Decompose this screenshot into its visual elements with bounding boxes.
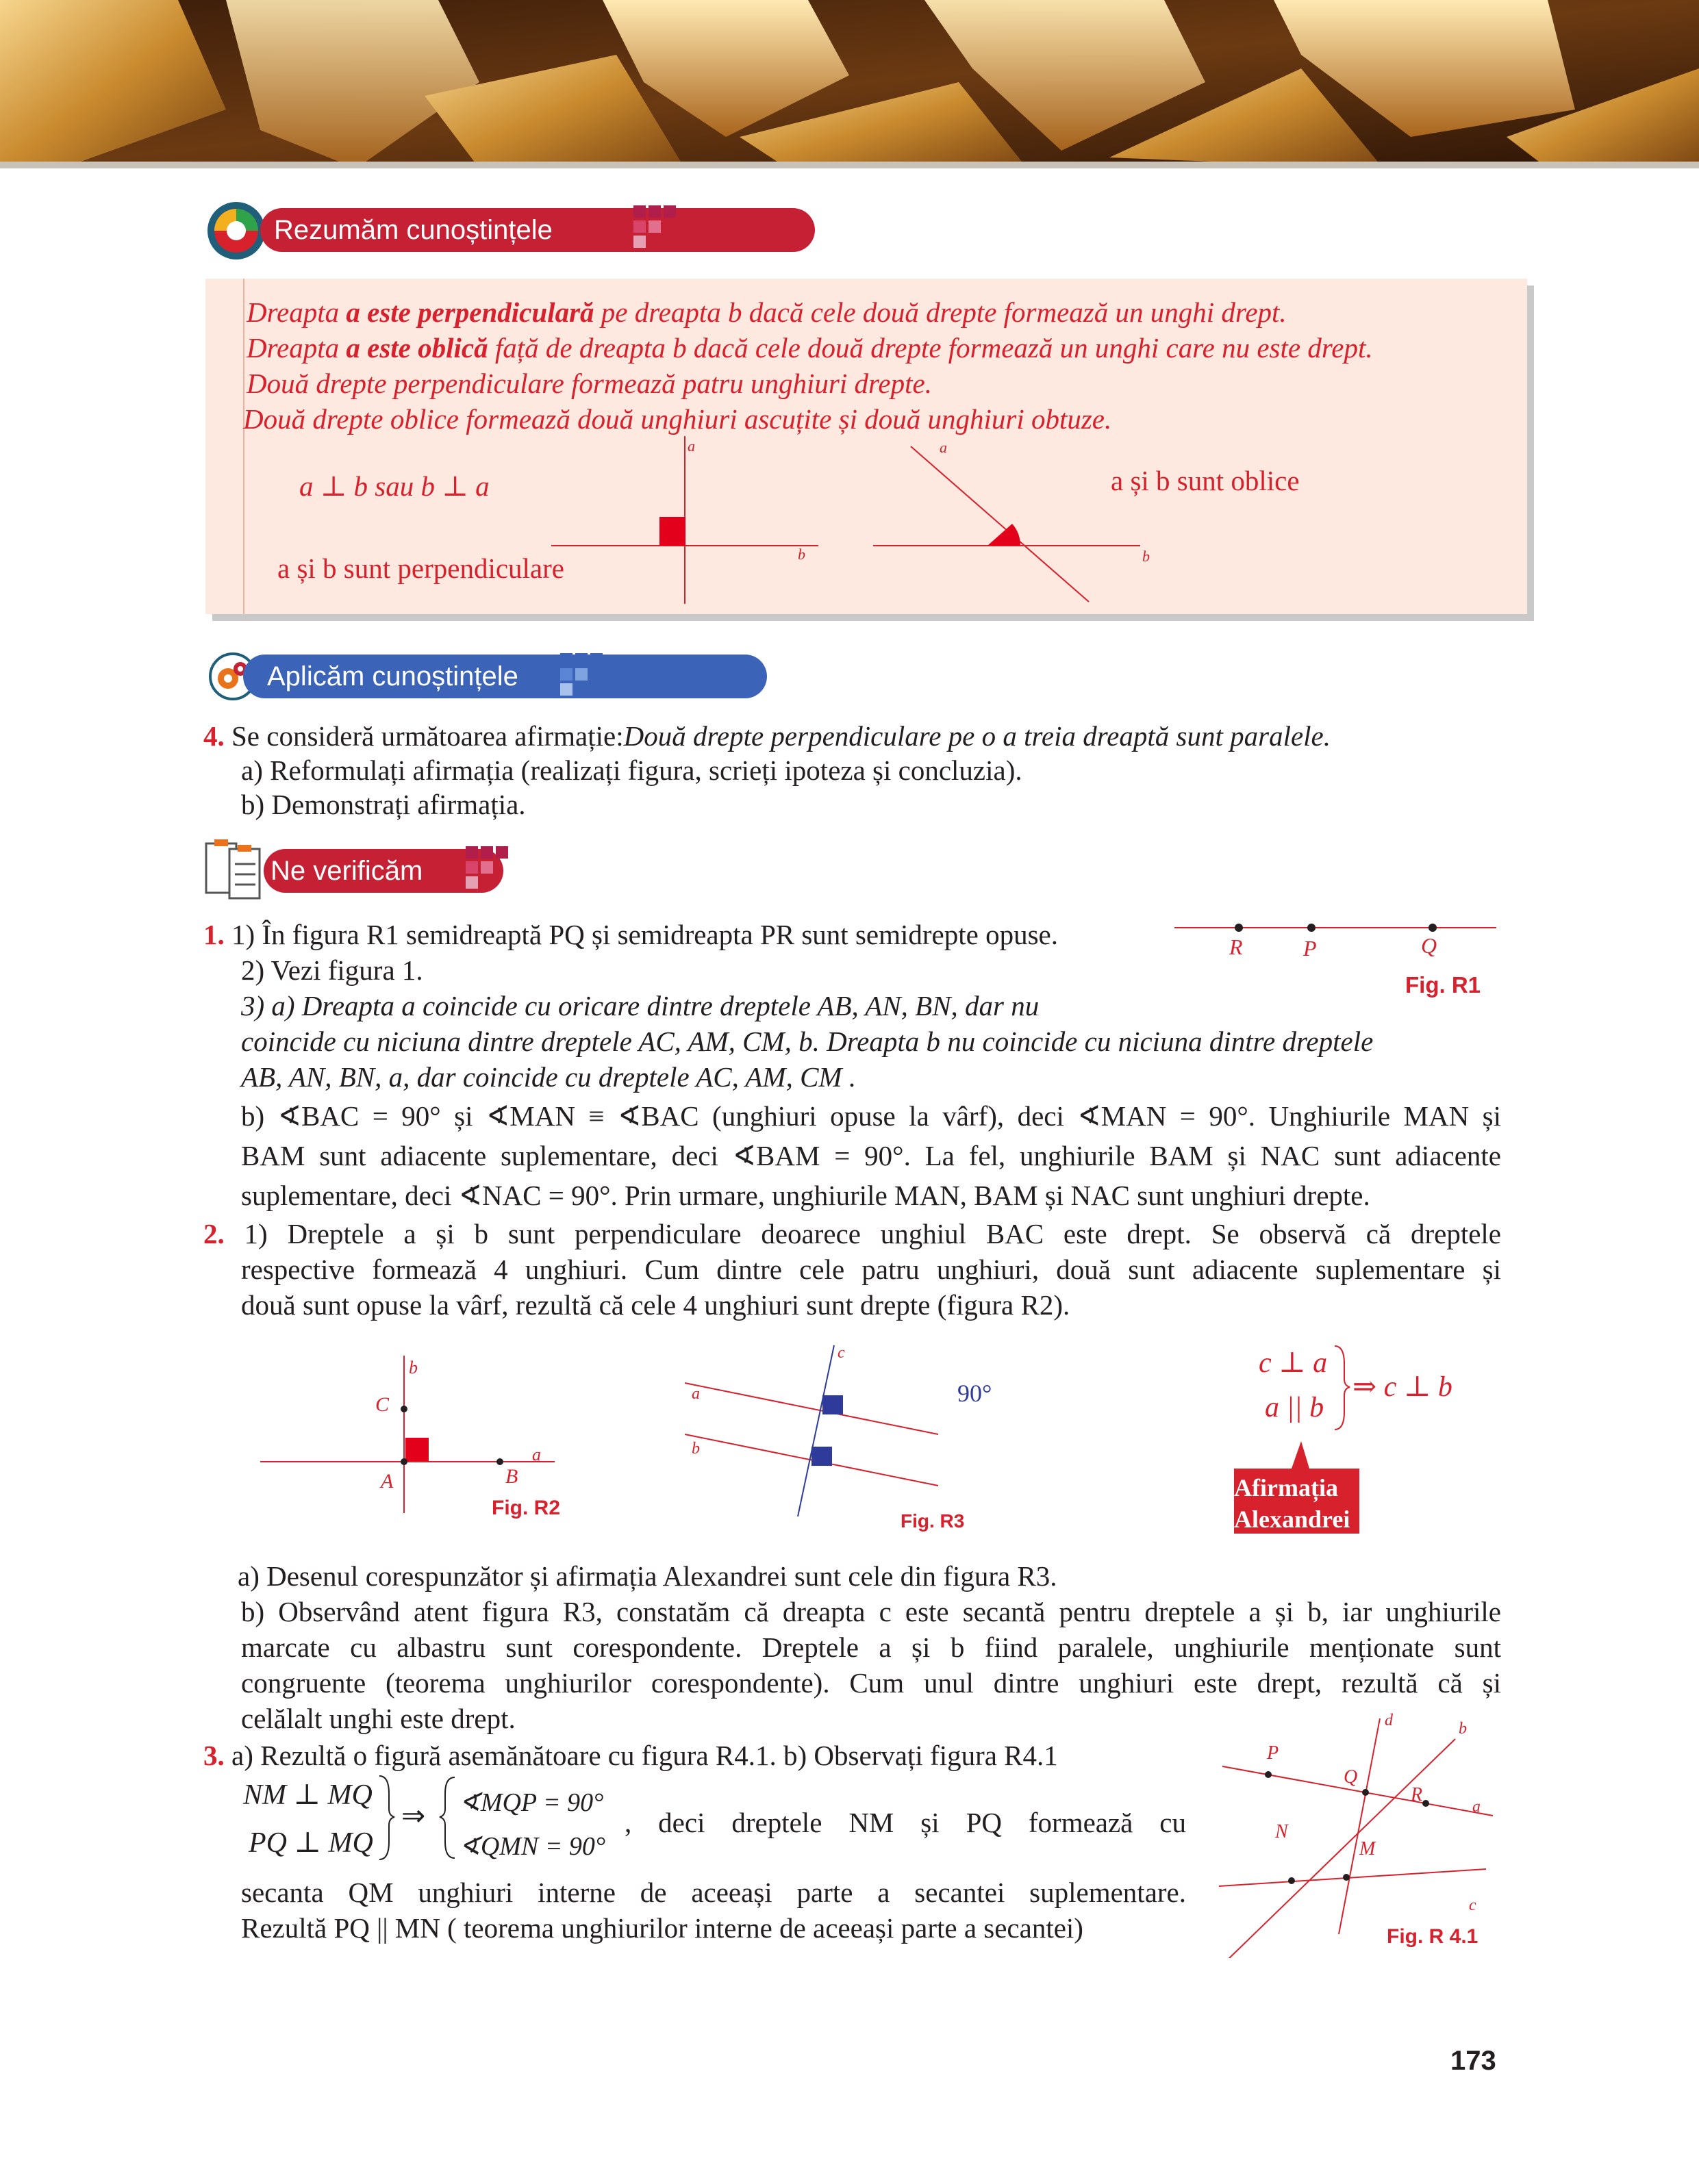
r41-label-r: R	[1411, 1784, 1423, 1805]
r3-angle-marker-1	[822, 1395, 843, 1414]
r41-label-n: N	[1275, 1821, 1288, 1842]
checklist-icon	[202, 837, 270, 902]
r1-label-r: R	[1229, 935, 1243, 959]
alexandra-result: ⇒ c ⊥ b	[1352, 1371, 1452, 1403]
alexandra-line-1: c ⊥ a	[1259, 1347, 1328, 1379]
r2-label-b-point: B	[505, 1465, 518, 1488]
answer-3-line-3: secanta QM unghiuri interne de aceeași parte a secantei suplementare.	[241, 1877, 1186, 1908]
point-m	[1343, 1874, 1350, 1881]
r3-caption: Fig. R3	[901, 1510, 965, 1532]
point-p	[1265, 1771, 1272, 1778]
answer-3-line-1: 3. a) Rezultă o figură asemănătoare cu figura R4.1. b) Observați figura R4.1	[203, 1740, 1058, 1771]
exercise-4-statement: 4. Se consideră următoarea afirmație:Două drepte perpendiculare pe o a treia dreaptă sunt paralele.	[203, 720, 1331, 752]
point-a	[401, 1458, 407, 1465]
answer-1-line-3b: coincide cu niciuna dintre dreptele AC, AM, CM, b. Dreapta b nu coincide cu niciuna dintre dreptele	[241, 1026, 1374, 1057]
answer-3-line-2: , deci dreptele NM și PQ formează cu	[625, 1807, 1186, 1838]
answer-2-line-2: respective formează 4 unghiuri. Cum dintre cele patru unghiuri, două sunt adiacente suplementare și	[241, 1254, 1501, 1285]
r2-label-c: C	[375, 1393, 390, 1416]
r3-angle-marker-2	[811, 1447, 832, 1466]
r1-caption: Fig. R1	[1405, 972, 1481, 998]
answer-3-result-1: ∢MQP = 90°	[459, 1788, 604, 1817]
alexandra-callout-text: Afirmația Alexandrei	[1234, 1474, 1350, 1533]
grid-decoration-icon	[633, 205, 688, 253]
point-c	[401, 1406, 407, 1412]
summary-line-oblique-angles: Două drepte oblice formează două unghiuri ascuțite și două unghiuri obtuze.	[243, 403, 1112, 435]
knowledge-cycle-icon	[205, 200, 267, 262]
right-angle-marker	[659, 517, 685, 546]
r41-caption: Fig. R 4.1	[1387, 1925, 1478, 1948]
answer-1-part-b-2: BAM sunt adiacente suplementare, deci ∢BAM = 90°. La fel, unghiurile BAM și NAC sunt adiacente	[241, 1140, 1501, 1171]
r3-angle-value: 90°	[957, 1380, 992, 1407]
r3-label-a: a	[692, 1385, 700, 1403]
answer-3-result-2: ∢QMN = 90°	[459, 1832, 606, 1861]
point-p	[1307, 924, 1316, 932]
summary-section-header	[205, 200, 699, 262]
r1-label-q: Q	[1421, 933, 1437, 958]
answer-1-line-3a: 3) a) Dreapta a coincide cu oricare dintre dreptele AB, AN, BN, dar nu	[241, 990, 1040, 1021]
r3-label-c: c	[838, 1344, 845, 1362]
r41-label-a: a	[1472, 1798, 1481, 1816]
exercise-4-part-b: b) Demonstrați afirmația.	[241, 789, 526, 820]
figure-r4-1	[1219, 1712, 1507, 1958]
answer-1-part-b-3: suplementare, deci ∢NAC = 90°. Prin urmare, unghiurile MAN, BAM și NAC sunt unghiuri drepte.	[241, 1180, 1370, 1211]
figure-r2	[260, 1356, 562, 1513]
r41-label-q: Q	[1344, 1766, 1358, 1788]
r41-label-b: b	[1459, 1720, 1467, 1738]
alexandra-line-2: a || b	[1265, 1392, 1324, 1423]
point-r	[1235, 924, 1243, 932]
point-q	[1429, 924, 1437, 932]
answer-2-part-b-1: b) Observând atent figura R3, constatăm că dreapta c este secantă pentru dreptele a și b, iar unghiurile	[241, 1596, 1501, 1627]
point-q	[1362, 1789, 1369, 1796]
line-c	[1219, 1869, 1486, 1886]
line-b-label: b	[798, 546, 805, 563]
r2-label-a-line: a	[532, 1445, 541, 1464]
line-a-label: a	[688, 437, 695, 455]
answer-3-hypothesis-2: PQ ⊥ MQ	[249, 1827, 373, 1859]
verify-section-title: Ne verificăm	[270, 855, 423, 886]
r41-label-d: d	[1385, 1712, 1393, 1729]
header-banner	[0, 0, 1699, 168]
summary-section-title: Rezumăm cunoștințele	[274, 214, 553, 245]
r2-label-b: b	[409, 1358, 418, 1377]
answer-2-part-b-4: celălalt unghi este drept.	[241, 1703, 516, 1734]
r2-caption: Fig. R2	[492, 1497, 561, 1519]
r41-label-c: c	[1469, 1896, 1476, 1914]
answer-2-line-3: două sunt opuse la vârf, rezultă că cele 4 unghiuri sunt drepte (figura R2).	[241, 1289, 1070, 1321]
figure-r1	[1171, 911, 1500, 965]
r41-label-m: M	[1359, 1838, 1376, 1859]
r2-right-angle	[405, 1438, 429, 1461]
svg-text:⇒: ⇒	[401, 1801, 426, 1832]
r3-label-b: b	[692, 1440, 700, 1458]
point-r	[1422, 1800, 1429, 1807]
answer-3-hypothesis-1: NM ⊥ MQ	[243, 1779, 373, 1811]
summary-line-oblique: Dreapta a este oblică față de dreapta b dacă cele două drepte formează un unghi care nu este drept.	[247, 332, 1373, 364]
r41-label-p: P	[1267, 1742, 1279, 1764]
exercise-4-part-a: a) Reformulați afirmația (realizați figura, scrieți ipoteza și concluzia).	[241, 754, 1022, 786]
r2-label-a-point: A	[381, 1470, 394, 1493]
answer-1-part-b-1: b) ∢BAC = 90° și ∢MAN ≡ ∢BAC (unghiuri opuse la vârf), deci ∢MAN = 90°. Unghiurile MAN și	[241, 1100, 1501, 1132]
verify-section-header	[202, 837, 544, 902]
figure-r3	[685, 1342, 959, 1520]
r1-label-p: P	[1303, 936, 1317, 961]
answer-2-part-b-3: congruente (teorema unghiurilor corespondente). Cum unul dintre unghiuri este drept, rezultă că și	[241, 1667, 1501, 1699]
oblique-label: a și b sunt oblice	[1111, 465, 1300, 496]
grid-decoration-icon	[560, 653, 615, 701]
oblique-line-b-label: b	[1142, 548, 1150, 565]
oblique-line-a-label: a	[940, 439, 947, 456]
point-n	[1288, 1877, 1295, 1884]
summary-line-perpendicular: Dreapta a este perpendiculară pe dreapta b dacă cele două drepte formează un unghi drept.	[247, 296, 1287, 328]
answer-3-line-4: Rezultă PQ || MN ( teorema unghiurilor interne de aceeași parte a secantei)	[241, 1912, 1083, 1944]
apply-section-title: Aplicăm cunoștințele	[267, 661, 518, 691]
apply-section-header	[205, 649, 616, 704]
answer-3-braces	[377, 1773, 459, 1862]
answer-2-part-a: a) Desenul corespunzător și afirmația Alexandrei sunt cele din figura R3.	[238, 1560, 1057, 1592]
point-b	[496, 1458, 503, 1465]
answer-2-line-1: 2. 1) Dreptele a și b sunt perpendiculare deoarece unghiul BAC este drept. Se observă că dreptele	[203, 1218, 1502, 1249]
line-d	[1339, 1718, 1380, 1934]
page-number: 173	[1450, 2046, 1496, 2076]
alexandra-brace	[1332, 1343, 1352, 1432]
summary-figures	[205, 279, 1527, 614]
summary-line-four-right-angles: Două drepte perpendiculare formează patru unghiuri drepte.	[247, 368, 932, 399]
answer-1-line-1: 1. 1) În figura R1 semidreaptă PQ și semidreapta PR sunt semidrepte opuse.	[203, 919, 1058, 950]
grid-decoration-icon	[466, 846, 520, 894]
answer-1-line-2: 2) Vezi figura 1.	[241, 954, 423, 986]
answer-2-part-b-2: marcate cu albastru sunt corespondente. Dreptele a și b fiind paralele, unghiurile menționate sunt	[241, 1631, 1501, 1663]
answer-1-line-3c: AB, AN, BN, a, dar coincide cu dreptele AC, AM, CM .	[241, 1061, 857, 1093]
summary-box	[205, 279, 1527, 614]
perpendicular-notation: a ⊥ b sau b ⊥ a	[299, 470, 490, 502]
perpendicular-label: a și b sunt perpendiculare	[277, 553, 564, 584]
